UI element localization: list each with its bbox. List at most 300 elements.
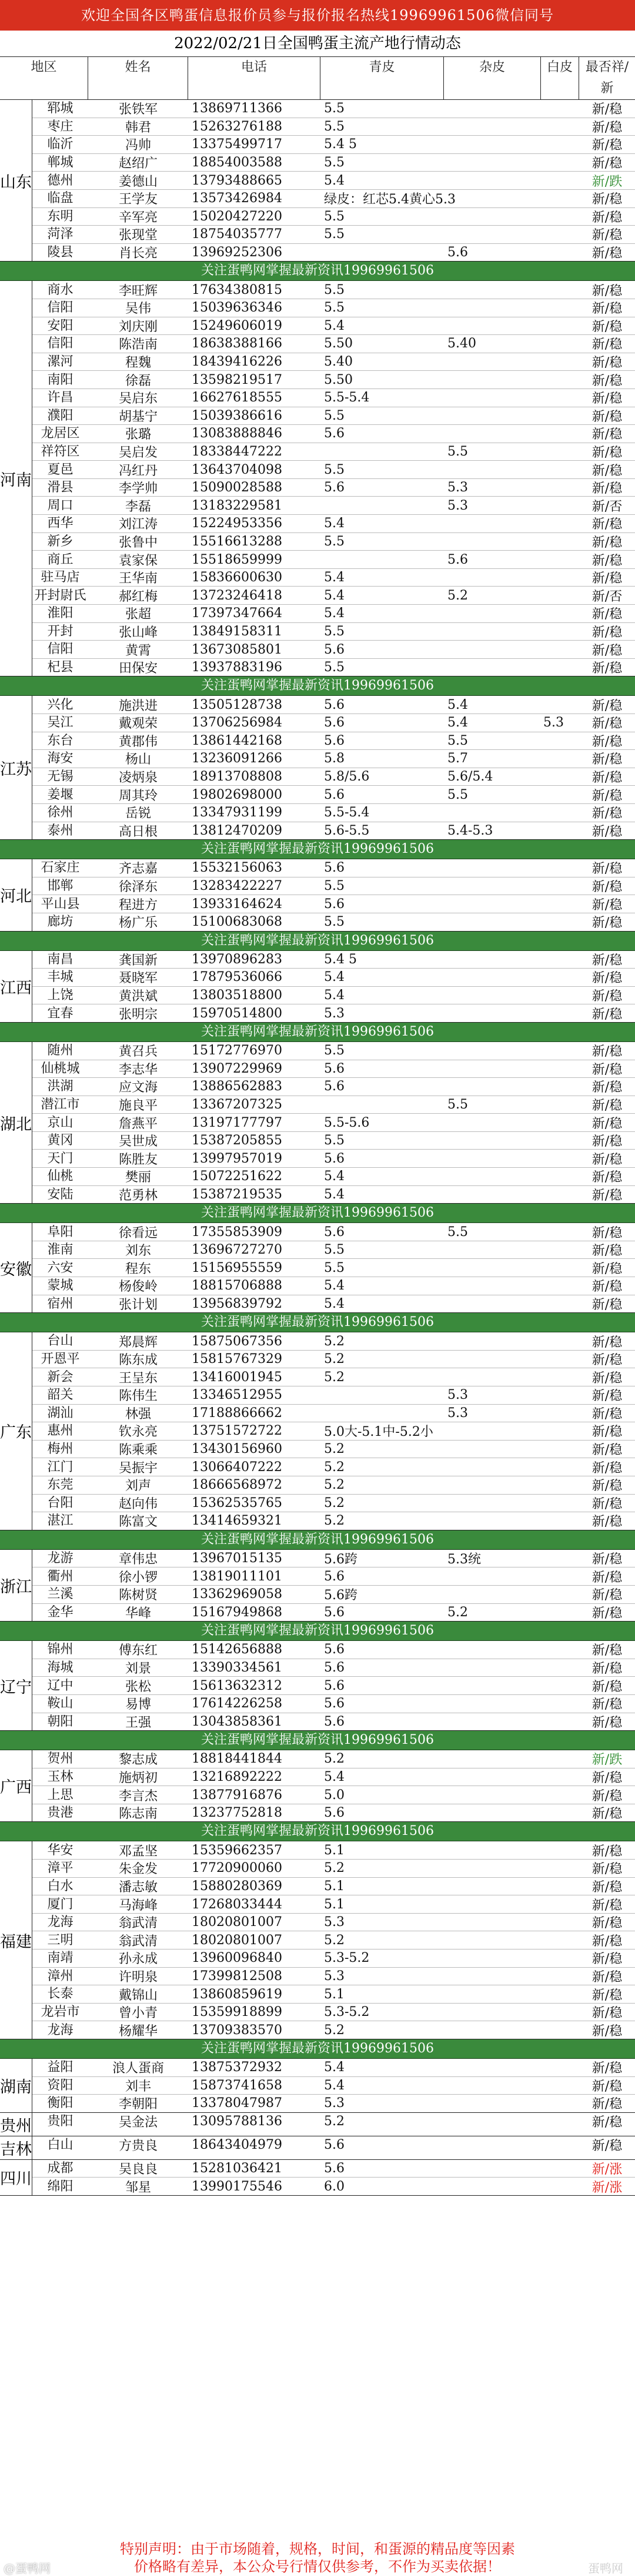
province-rows [32, 1332, 635, 1530]
contact-name-cell: 陈树贤 [118, 1588, 158, 1603]
table-row [32, 1695, 635, 1713]
trend-cell: 新/稳 [591, 1389, 623, 1404]
contact-name-cell: 李学帅 [118, 481, 158, 497]
city-cell: 滑县 [47, 480, 73, 495]
trend-cell: 新/稳 [591, 445, 623, 460]
mixed-shell-price-cell [444, 1968, 541, 1985]
contact-name-cell: 钦永亮 [118, 1425, 158, 1440]
province-rows [32, 1550, 635, 1621]
white-shell-price-cell [541, 1495, 579, 1512]
phone-cell: 13237752818 [192, 1805, 282, 1821]
trend-cell: 新/稳 [591, 1880, 623, 1895]
trend-cell: 新/稳 [591, 1371, 623, 1386]
green-shell-price-cell: 5.5 [324, 227, 345, 242]
table-row [32, 1042, 635, 1060]
city-cell: 石家庄 [41, 860, 80, 876]
table-row [32, 479, 635, 497]
trend-cell: 新/稳 [591, 752, 623, 768]
mixed-shell-price-cell [444, 2136, 541, 2154]
white-shell-price-cell [541, 1804, 579, 1822]
table-row [32, 2059, 635, 2077]
table-row [32, 136, 635, 154]
contact-name-cell: 潘志敏 [118, 1880, 158, 1895]
green-shell-price-cell: 5.5 [324, 462, 345, 477]
table-row [32, 750, 635, 768]
green-shell-price-cell: 5.5 [324, 1260, 345, 1275]
green-shell-price-cell: 5.5 [324, 915, 345, 930]
green-shell-price-cell: 5.5 [324, 879, 345, 894]
white-shell-price-cell [541, 389, 579, 407]
trend-cell: 新/稳 [591, 1788, 623, 1804]
mixed-shell-price-cell [444, 533, 541, 551]
trend-cell: 新/稳 [591, 1279, 623, 1295]
mixed-shell-price-cell [444, 1441, 541, 1458]
green-shell-price-cell: 5.3 [324, 1006, 345, 1021]
trend-cell: 新/稳 [591, 517, 623, 532]
table-row [32, 605, 635, 623]
mixed-shell-price-cell [444, 407, 541, 425]
table-row [32, 1441, 635, 1459]
contact-name-cell: 岳锐 [125, 806, 151, 822]
mixed-shell-price-cell [444, 515, 541, 532]
phone-cell: 13573426984 [192, 191, 282, 206]
city-cell: 台阳 [47, 1495, 73, 1510]
white-shell-price-cell [541, 551, 579, 568]
city-cell: 鞍山 [47, 1696, 73, 1711]
watermark-right: 蛋鸭网 [588, 2561, 623, 2575]
column-header-white-shell: 白皮 [541, 57, 579, 99]
white-shell-price-cell [541, 2021, 579, 2039]
city-cell: 南靖 [47, 1951, 73, 1966]
phone-cell: 15815767329 [192, 1352, 282, 1367]
province-rows [32, 1042, 635, 1203]
trend-cell: 新/稳 [591, 1335, 623, 1350]
mixed-shell-price-cell: 5.2 [447, 1604, 468, 1620]
contact-name-cell: 辛军亮 [118, 210, 158, 225]
phone-cell: 13696727270 [192, 1242, 282, 1258]
white-shell-price-cell [541, 1476, 579, 1494]
green-shell-price-cell [320, 244, 444, 262]
table-row [32, 1878, 635, 1896]
contact-name-cell: 施洪进 [118, 698, 158, 713]
contact-name-cell: 施炳初 [118, 1770, 158, 1786]
green-shell-price-cell: 5.6 [324, 1696, 345, 1711]
table-row [32, 443, 635, 461]
hotline-notice: 欢迎全国各区鸭蛋信息报价员参与报价报名热线19969961506微信同号 [0, 0, 635, 31]
white-shell-price-cell [541, 425, 579, 443]
trend-cell: 新/稳 [591, 1225, 623, 1241]
city-cell: 阜阳 [47, 1224, 73, 1240]
city-cell: 廊坊 [47, 915, 73, 930]
table-row [32, 1550, 635, 1568]
table-row [32, 1422, 635, 1441]
green-shell-price-cell: 5.2 [324, 1751, 345, 1767]
green-shell-price-cell: 5.4 [324, 570, 345, 585]
phone-cell: 13346512955 [192, 1388, 282, 1403]
white-shell-price-cell [541, 623, 579, 641]
province-block [0, 2160, 635, 2196]
table-row [32, 1458, 635, 1476]
table-row [32, 208, 635, 226]
province-name: 安徽 [0, 1223, 32, 1312]
trend-cell: 新/稳 [591, 1007, 623, 1022]
phone-cell: 18643404979 [192, 2138, 282, 2153]
city-cell: 长泰 [47, 1987, 73, 2002]
phone-cell: 13877916876 [192, 1787, 282, 1803]
white-shell-price-cell [541, 1586, 579, 1603]
contact-name-cell: 樊丽 [125, 1170, 151, 1185]
table-row [32, 987, 635, 1005]
white-shell-price-cell [541, 804, 579, 822]
mixed-shell-price-cell: 5.5 [447, 787, 468, 802]
mixed-shell-price-cell [444, 172, 541, 189]
phone-cell: 13083888846 [192, 426, 282, 441]
white-shell-price-cell [541, 533, 579, 551]
contact-name-cell: 徐小锣 [118, 1570, 158, 1585]
trend-cell: 新/稳 [591, 1496, 623, 1512]
table-row [32, 1386, 635, 1405]
phone-cell: 13430156960 [192, 1442, 282, 1457]
table-row [32, 226, 635, 244]
white-shell-price-cell [541, 1860, 579, 1877]
mixed-shell-price-cell [444, 154, 541, 172]
province-name: 辽宁 [0, 1641, 32, 1730]
trend-cell: 新/稳 [591, 1098, 623, 1113]
trend-cell: 新/稳 [591, 698, 623, 713]
disclaimer-footer [0, 2540, 635, 2575]
mixed-shell-price-cell [444, 1042, 541, 1060]
contact-name-cell: 李朝阳 [118, 2097, 158, 2112]
phone-cell: 15516613288 [192, 534, 282, 549]
table-row [32, 1223, 635, 1241]
trend-cell: 新/稳 [591, 971, 623, 986]
contact-name-cell: 陈乘乘 [118, 1443, 158, 1458]
mixed-shell-price-cell [444, 895, 541, 913]
green-shell-price-cell: 5.5 [324, 155, 345, 170]
white-shell-price-cell [541, 1677, 579, 1694]
mixed-shell-price-cell [444, 1677, 541, 1694]
table-row [32, 1368, 635, 1386]
table-row [32, 172, 635, 190]
city-cell: 丰城 [47, 970, 73, 985]
table-row [32, 1895, 635, 1914]
mixed-shell-price-cell [444, 299, 541, 317]
follow-banner: 关注蛋鸭网掌握最新资讯19969961506 [0, 1622, 635, 1641]
trend-cell: 新/稳 [591, 228, 623, 243]
mixed-shell-price-cell [444, 1241, 541, 1259]
phone-cell: 13793488665 [192, 173, 282, 188]
contact-name-cell: 齐志嘉 [118, 862, 158, 877]
white-shell-price-cell [541, 2160, 579, 2178]
mixed-shell-price-cell [444, 136, 541, 153]
trend-cell: 新/稳 [591, 1353, 623, 1368]
city-cell: 商水 [47, 282, 73, 297]
white-shell-price-cell [541, 281, 579, 299]
white-shell-price-cell: 5.3 [543, 715, 564, 731]
white-shell-price-cell [541, 987, 579, 1004]
phone-cell: 13367207325 [192, 1097, 282, 1112]
mixed-shell-price-cell [444, 1277, 541, 1295]
table-row [32, 1567, 635, 1586]
city-cell: 台山 [47, 1334, 73, 1349]
trend-cell: 新/稳 [591, 1080, 623, 1096]
trend-cell: 新/稳 [591, 1479, 623, 1494]
trend-cell: 新/稳 [591, 1406, 623, 1422]
mixed-shell-price-cell [444, 2095, 541, 2112]
city-cell: 东莞 [47, 1478, 73, 1493]
contact-name-cell: 方贵良 [118, 2139, 158, 2154]
green-shell-price-cell: 5.4 [324, 318, 345, 333]
trend-cell: 新/稳 [591, 916, 623, 931]
green-shell-price-cell: 5.50 [324, 372, 353, 387]
trend-cell: 新/稳 [591, 1588, 623, 1603]
green-shell-price-cell: 5.2 [324, 1352, 345, 1367]
city-cell: 菏泽 [47, 227, 73, 242]
white-shell-price-cell [541, 136, 579, 153]
phone-cell: 17355853909 [192, 1224, 282, 1240]
phone-cell: 15224953356 [192, 516, 282, 531]
trend-cell: 新/稳 [591, 953, 623, 968]
province-name: 湖南 [0, 2059, 32, 2112]
trend-cell: 新/稳 [591, 337, 623, 353]
phone-cell: 13598219517 [192, 372, 282, 387]
contact-name-cell: 高日根 [118, 824, 158, 839]
contact-name-cell: 刘声 [125, 1479, 151, 1494]
green-shell-price-cell: 5.3 [324, 1968, 345, 1984]
trend-cell: 新/稳 [591, 1969, 623, 1985]
green-shell-price-cell: 5.4 5 [324, 952, 357, 967]
table-row [32, 1641, 635, 1659]
city-cell: 洪湖 [47, 1079, 73, 1094]
mixed-shell-price-cell [444, 804, 541, 822]
table-row [32, 244, 635, 262]
city-cell: 白水 [47, 1878, 73, 1894]
contact-name-cell: 刘江涛 [118, 517, 158, 532]
table-row [32, 2113, 635, 2131]
table-row [32, 1968, 635, 1986]
phone-cell: 16627618555 [192, 390, 282, 406]
green-shell-price-cell: 5.6 [324, 1678, 345, 1693]
table-row [32, 786, 635, 804]
phone-cell: 17879536066 [192, 970, 282, 985]
follow-banner: 关注蛋鸭网掌握最新资讯19969961506 [0, 1313, 635, 1332]
white-shell-price-cell [541, 1968, 579, 1985]
table-row [32, 1713, 635, 1731]
white-shell-price-cell [541, 659, 579, 676]
mixed-shell-price-cell [444, 1476, 541, 1494]
phone-cell: 13236091266 [192, 751, 282, 766]
phone-cell: 15072251622 [192, 1169, 282, 1184]
table-row [32, 859, 635, 877]
contact-name-cell: 张超 [125, 607, 151, 622]
green-shell-price-cell: 5.6 [324, 1569, 345, 1584]
green-shell-price-cell: 5.6 [324, 2138, 345, 2153]
green-shell-price-cell: 5.1 [324, 1987, 345, 2002]
trend-cell: 新/稳 [591, 391, 623, 407]
mixed-shell-price-cell [444, 461, 541, 478]
white-shell-price-cell [541, 768, 579, 786]
trend-cell: 新/稳 [591, 1934, 623, 1949]
table-row [32, 768, 635, 786]
phone-cell: 17634380815 [192, 282, 282, 297]
trend-cell: 新/稳 [591, 1643, 623, 1659]
trend-cell: 新/稳 [591, 771, 623, 786]
green-shell-price-cell: 5.3-5.2 [324, 2005, 370, 2020]
follow-banner: 关注蛋鸭网掌握最新资讯19969961506 [0, 932, 635, 951]
contact-name-cell: 王强 [125, 1715, 151, 1730]
contact-name-cell: 施良平 [118, 1098, 158, 1113]
trend-cell: 新/稳 [591, 1862, 623, 1877]
table-row [32, 190, 635, 208]
table-row [32, 804, 635, 822]
contact-name-cell: 杨广乐 [118, 916, 158, 931]
white-shell-price-cell [541, 951, 579, 969]
province-block [0, 2059, 635, 2113]
mixed-shell-price-cell [444, 1586, 541, 1603]
province-rows [32, 1750, 635, 1821]
city-cell: 海安 [47, 751, 73, 766]
phone-cell: 15020427220 [192, 209, 282, 224]
province-block [0, 1750, 635, 1822]
column-header-green-shell: 青皮 [320, 57, 444, 99]
trend-cell: 新/涨 [591, 2180, 623, 2195]
mixed-shell-price-cell [444, 425, 541, 443]
phone-cell: 18666568972 [192, 1478, 282, 1493]
trend-cell: 新/稳 [591, 880, 623, 895]
trend-cell: 新/稳 [591, 1425, 623, 1440]
white-shell-price-cell [541, 2136, 579, 2154]
city-cell: 临沂 [47, 137, 73, 152]
city-cell: 辽中 [47, 1678, 73, 1693]
green-shell-price-cell: 5.6 [324, 1061, 345, 1076]
white-shell-price-cell [541, 1150, 579, 1167]
city-cell: 蒙城 [47, 1278, 73, 1294]
white-shell-price-cell [541, 1985, 579, 2003]
white-shell-price-cell [541, 1096, 579, 1114]
green-shell-price-cell: 5.5 [324, 1242, 345, 1258]
province-block [0, 1332, 635, 1530]
white-shell-price-cell [541, 1949, 579, 1967]
phone-cell: 17188866662 [192, 1405, 282, 1421]
white-shell-price-cell [541, 2095, 579, 2112]
white-shell-price-cell [541, 1895, 579, 1913]
green-shell-price-cell: 5.4 [324, 516, 345, 531]
green-shell-price-cell: 5.3-5.2 [324, 1951, 370, 1966]
phone-cell: 18815706888 [192, 1278, 282, 1294]
mixed-shell-price-cell [444, 2059, 541, 2076]
green-shell-price-cell: 5.2 [324, 2022, 345, 2038]
province-rows [32, 1641, 635, 1730]
trend-cell: 新/稳 [591, 302, 623, 317]
mixed-shell-price-cell [444, 951, 541, 969]
page-title: 2022/02/21日全国鸭蛋主流产地行情动态 [0, 31, 635, 57]
phone-cell: 15359662357 [192, 1843, 282, 1858]
phone-cell: 18020801007 [192, 1932, 282, 1948]
province-rows [32, 2160, 635, 2195]
contact-name-cell: 陈胜友 [118, 1152, 158, 1167]
province-rows [32, 2059, 635, 2112]
table-row [32, 1241, 635, 1259]
white-shell-price-cell [541, 1114, 579, 1131]
contact-name-cell: 李言杰 [118, 1788, 158, 1804]
phone-cell: 18638388166 [192, 336, 282, 351]
mixed-shell-price-cell: 5.4 [447, 715, 468, 731]
contact-name-cell: 华峰 [125, 1606, 151, 1621]
mixed-shell-price-cell [444, 100, 541, 118]
phone-cell: 18439416226 [192, 354, 282, 370]
trend-cell: 新/稳 [591, 1916, 623, 1931]
contact-name-cell: 张山峰 [118, 625, 158, 640]
city-cell: 白山 [47, 2138, 73, 2153]
table-row [32, 2178, 635, 2195]
city-cell: 绵阳 [47, 2179, 73, 2194]
white-shell-price-cell [541, 1878, 579, 1895]
table-row [32, 2160, 635, 2178]
city-cell: 金华 [47, 1604, 73, 1620]
phone-cell: 13709383570 [192, 2022, 282, 2038]
trend-cell: 新/稳 [591, 806, 623, 822]
contact-name-cell: 徐看远 [118, 1225, 158, 1241]
white-shell-price-cell [541, 859, 579, 877]
contact-name-cell: 冯红丹 [118, 463, 158, 478]
trend-cell: 新/稳 [591, 120, 623, 135]
province-name: 河北 [0, 859, 32, 930]
white-shell-price-cell [541, 1512, 579, 1530]
contact-name-cell: 应文海 [118, 1080, 158, 1096]
mixed-shell-price-cell: 5.3 [447, 1388, 468, 1403]
city-cell: 兴化 [47, 697, 73, 712]
follow-banner: 关注蛋鸭网掌握最新资讯19969961506 [0, 1023, 635, 1042]
mixed-shell-price-cell [444, 859, 541, 877]
contact-name-cell: 曾小青 [118, 2006, 158, 2021]
mixed-shell-price-cell [444, 317, 541, 335]
province-block [0, 2113, 635, 2136]
table-row [32, 1060, 635, 1078]
province-rows [32, 2113, 635, 2136]
mixed-shell-price-cell [444, 1841, 541, 1859]
city-cell: 宜春 [47, 1006, 73, 1021]
province-name: 山东 [0, 100, 32, 261]
trend-cell: 新/稳 [591, 1460, 623, 1476]
contact-name-cell: 冯帅 [125, 138, 151, 153]
city-cell: 龙海 [47, 2022, 73, 2038]
table-row [32, 1931, 635, 1949]
city-cell: 开恩平 [41, 1352, 80, 1367]
trend-cell: 新/稳 [591, 2139, 623, 2154]
province-block [0, 1641, 635, 1731]
contact-name-cell: 范勇林 [118, 1188, 158, 1203]
contact-name-cell: 孙永成 [118, 1952, 158, 1967]
mixed-shell-price-cell [444, 1949, 541, 1967]
table-row [32, 407, 635, 426]
phone-cell: 15873741658 [192, 2078, 282, 2093]
green-shell-price-cell: 5.6 [324, 1079, 345, 1094]
mixed-shell-price-cell [444, 1695, 541, 1713]
phone-cell: 13960096840 [192, 1951, 282, 1966]
green-shell-price-cell: 5.5 [324, 624, 345, 639]
phone-cell: 13990175546 [192, 2179, 282, 2194]
trend-cell: 新/跌 [591, 1753, 623, 1768]
city-cell: 成都 [47, 2161, 73, 2176]
table-row [32, 696, 635, 714]
contact-name-cell: 邹星 [125, 2180, 151, 2195]
phone-cell: 13347931199 [192, 805, 282, 820]
city-cell: 朝阳 [47, 1714, 73, 1729]
phone-cell: 13751572722 [192, 1423, 282, 1439]
mixed-shell-price-cell [444, 1150, 541, 1167]
table-row [32, 1277, 635, 1295]
city-cell: 开封尉氏 [34, 588, 86, 603]
